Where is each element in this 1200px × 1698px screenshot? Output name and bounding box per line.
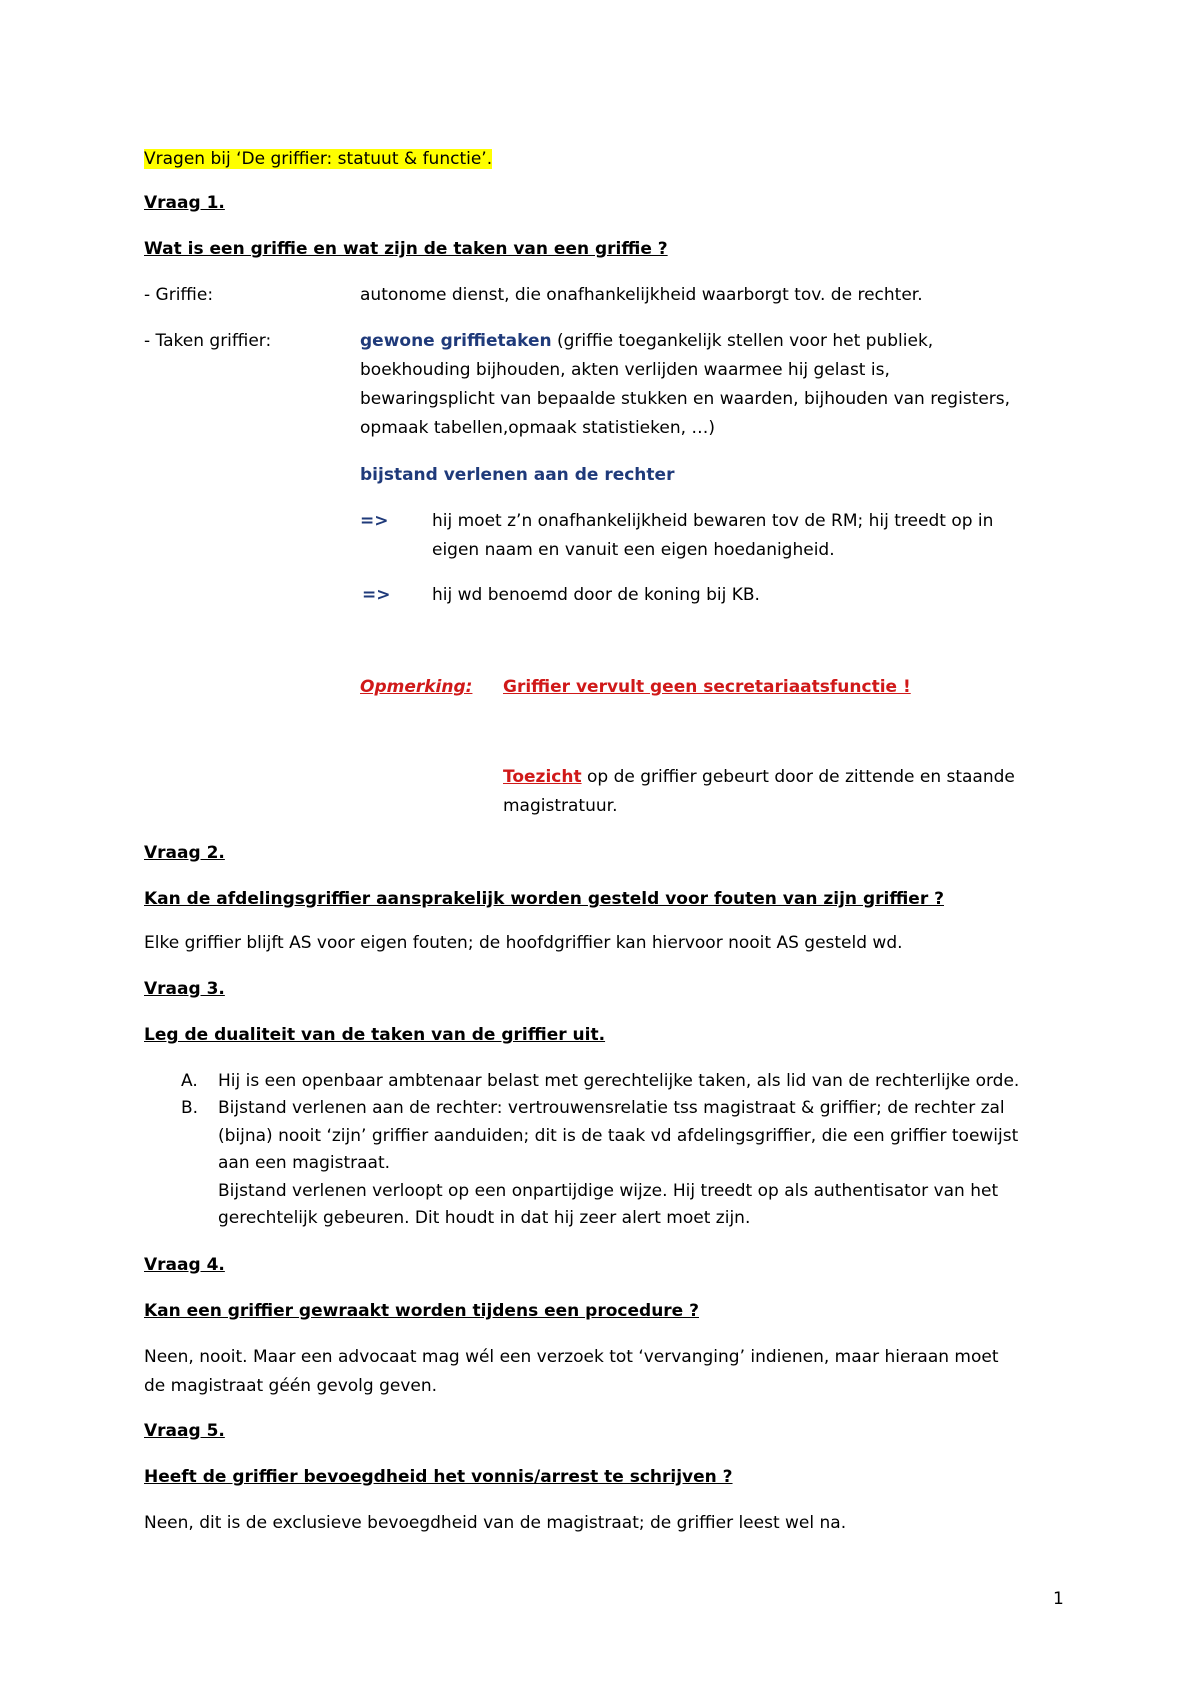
q2-question: Kan de afdelingsgriffier aansprakelijk worden gesteld voor fouten van zijn griffier ? bbox=[144, 889, 944, 909]
q3-item-a-marker: A. bbox=[181, 1071, 198, 1091]
taken-line-1-text: (griffie toegankelijk stellen voor het publiek, bbox=[551, 331, 934, 351]
q3-label: Vraag 3. bbox=[144, 979, 225, 999]
q5-label: Vraag 5. bbox=[144, 1421, 225, 1441]
q3-item-b-marker: B. bbox=[181, 1098, 199, 1118]
toezicht-label: Toezicht bbox=[503, 767, 582, 787]
q3-item-b-line-2: (bijna) nooit ‘zijn’ griffier aanduiden; dit is de taak vd afdelingsgriffier, die een griffier toewijst bbox=[218, 1125, 1019, 1146]
taken-line-4: opmaak tabellen,opmaak statistieken, …) bbox=[360, 418, 716, 438]
arrow-item-1 bbox=[432, 507, 993, 565]
q3-item-b-line-4: Bijstand verlenen verloopt op een onpartijdige wijze. Hij treedt op als authentisator van het bbox=[218, 1180, 999, 1201]
arrow-marker-1: => bbox=[360, 511, 389, 531]
title-highlight: Vragen bij ‘De griffier: statuut & functie’. bbox=[144, 149, 493, 169]
q5-answer: Neen, dit is de exclusieve bevoegdheid van de magistraat; de griffier leest wel na. bbox=[144, 1513, 847, 1533]
q1-label: Vraag 1. bbox=[144, 193, 225, 213]
q3-item-b-line-3: aan een magistraat. bbox=[218, 1153, 391, 1173]
q4-label: Vraag 4. bbox=[144, 1255, 225, 1275]
q4-question: Kan een griffier gewraakt worden tijdens een procedure ? bbox=[144, 1301, 699, 1321]
taken-heading: gewone griffietaken bbox=[360, 331, 552, 351]
arrow-marker-2: => bbox=[362, 585, 391, 605]
arrow-item-2: hij wd benoemd door de koning bij KB. bbox=[432, 585, 760, 605]
taken-line-2: boekhouding bijhouden, akten verlijden waarmee hij gelast is, bbox=[360, 360, 890, 380]
taken-term: - Taken griffier: bbox=[144, 331, 272, 351]
q3-item-b bbox=[218, 1095, 1018, 1233]
q4-answer-line-1: Neen, nooit. Maar een advocaat mag wél een verzoek tot ‘vervanging’ indienen, maar hieraan moet bbox=[144, 1347, 999, 1367]
q5-question: Heeft de griffier bevoegdheid het vonnis/arrest te schrijven ? bbox=[144, 1467, 733, 1487]
q4-answer-line-2: de magistraat géén gevolg geven. bbox=[144, 1376, 438, 1396]
toezicht-line-1-text: op de griffier gebeurt door de zittende en staande bbox=[581, 767, 1015, 787]
q2-label: Vraag 2. bbox=[144, 843, 225, 863]
document-title bbox=[144, 146, 492, 173]
q4-answer bbox=[144, 1343, 999, 1401]
q1-question: Wat is een griffie en wat zijn de taken van een griffie ? bbox=[144, 239, 668, 259]
taken-line-1 bbox=[360, 327, 1010, 356]
toezicht-line-1 bbox=[503, 763, 1015, 792]
arrow-item-1-line-1: hij moet z’n onafhankelijkheid bewaren tov de RM; hij treedt op in bbox=[432, 511, 994, 531]
opmerking-text: Griffier vervult geen secretariaatsfunctie ! bbox=[503, 677, 911, 697]
opmerking-label: Opmerking: bbox=[360, 677, 473, 697]
toezicht-block bbox=[503, 763, 1015, 821]
arrow-item-1-line-2: eigen naam en vanuit een eigen hoedanigheid. bbox=[432, 540, 835, 560]
taken-line-3: bewaringsplicht van bepaalde stukken en waarden, bijhouden van registers, bbox=[360, 389, 1011, 409]
griffie-term: - Griffie: bbox=[144, 285, 214, 305]
toezicht-line-2: magistratuur. bbox=[503, 796, 618, 816]
taken-block bbox=[360, 327, 1010, 443]
q3-item-b-line-5: gerechtelijk gebeuren. Dit houdt in dat hij zeer alert moet zijn. bbox=[218, 1208, 751, 1228]
q3-item-b-line-1: Bijstand verlenen aan de rechter: vertrouwensrelatie tss magistraat & griffier; de rechter zal bbox=[218, 1098, 1005, 1118]
griffie-definition: autonome dienst, die onafhankelijkheid waarborgt tov. de rechter. bbox=[360, 285, 923, 305]
q2-answer: Elke griffier blijft AS voor eigen fouten; de hoofdgriffier kan hiervoor nooit AS gesteld wd. bbox=[144, 933, 903, 953]
q3-question: Leg de dualiteit van de taken van de griffier uit. bbox=[144, 1025, 606, 1045]
bijstand-heading: bijstand verlenen aan de rechter bbox=[360, 465, 675, 485]
page-number: 1 bbox=[1053, 1589, 1064, 1609]
q3-item-a-text: Hij is een openbaar ambtenaar belast met gerechtelijke taken, als lid van de rechterlijke orde. bbox=[218, 1071, 1020, 1091]
